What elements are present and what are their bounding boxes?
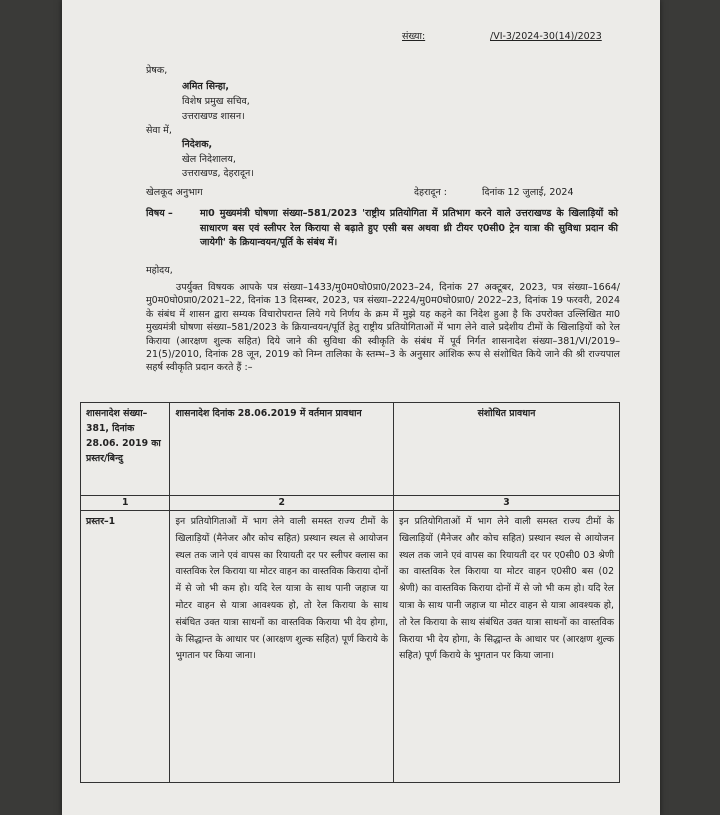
table-header-cell: संशोधित प्रावधान	[394, 403, 620, 496]
letter-date: दिनांक 12 जुलाई, 2024	[482, 187, 574, 198]
paragraph-ref: प्रस्तर–1	[81, 511, 170, 783]
table-header-row	[81, 403, 620, 496]
current-provision: इन प्रतियोगिताओं में भाग लेने वाली समस्त राज्य टीमों के खिलाड़ियों (मैनेजर और कोच सहित) प्रस्थान स्थल से आयोजन स्थल तक जाने एवं वापस का रियायती दर पर स्लीपर क्लास का वास्तविक रेल किराया या मोटर वाहन का वास्तविक किराया दोनों में से जो भी कम हो। यदि रेल यात्रा के साथ पानी जहाज या मोटर वाहन से यात्रा आवश्यक हो, तो रेल किराया के साथ संबंधित उक्त यात्रा साधनों का वास्तविक किराया भी देय होगा, के सिद्धान्त के आधार पर (आरक्षण शुल्क सहित) पूर्ण किराये के भुगतान पर किया जाना।	[170, 511, 394, 783]
table-header-cell: शासनादेश दिनांक 28.06.2019 में वर्तमान प्रावधान	[170, 403, 394, 496]
sender-name: अमित सिन्हा,	[182, 81, 229, 92]
sender-label: प्रेषक,	[146, 65, 168, 76]
section-name: खेलकूद अनुभाग	[146, 187, 203, 198]
provisions-table	[80, 402, 620, 783]
recipient-office: खेल निदेशालय,	[182, 154, 236, 165]
revised-provision: इन प्रतियोगिताओं में भाग लेने वाली समस्त राज्य टीमों के खिलाड़ियों (मैनेजर और कोच सहित) प्रस्थान स्थल से आयोजन स्थल तक जाने एवं वापस का रियायती दर पर ए0सी0 03 श्रेणी का वास्तविक रेल किराया या मोटर वाहन ए0सी0 बस (02 श्रेणी) का वास्तविक किराया दोनों में से जो भी कम हो। यदि रेल यात्रा के साथ पानी जहाज या मोटर वाहन से यात्रा आवश्यक हो, तो रेल किराया के साथ संबंधित उक्त यात्रा साधनों का वास्तविक किराया भी देय होगा, के सिद्धान्त के आधार पर (आरक्षण शुल्क सहित) पूर्ण किराये के भुगतान पर किया जाना।	[394, 511, 620, 783]
column-number: 3	[394, 496, 620, 511]
letter-number: /VI-3/2024-30(14)/2023	[490, 31, 602, 42]
letter-number-label: संख्या:	[402, 31, 426, 42]
table-row	[81, 511, 620, 783]
column-number-row	[81, 496, 620, 511]
subject-text: मा0 मुख्यमंत्री घोषणा संख्या–581/2023 'राष्ट्रीय प्रतियोगिता में प्रतिभाग करने वाले उत्तराखण्ड के खिलाड़ियों को साधारण बस एवं स्लीपर रेल किराया से बढ़ाते हुए एसी बस अथवा थ्री टीयर ए0सी0 ट्रेन यात्रा की सुविधा प्रदान की जायेगी' के क्रियान्वयन/पूर्ति के संबंध में।	[200, 208, 618, 248]
column-number: 1	[81, 496, 170, 511]
recipient-label: सेवा में,	[146, 125, 172, 136]
place: देहरादून :	[414, 187, 447, 198]
salutation: महोदय,	[146, 265, 173, 276]
body-paragraph: उपर्युक्त विषयक आपके पत्र संख्या–1433/मु0म0घो0प्रा0/2023–24, दिनांक 27 अक्टूबर, 2023, पत्र संख्या–1664/मु0म0घो0प्रा0/2021–22, दिनांक 13 दिसम्बर, 2023, पत्र संख्या–2224/मु0म0घो0प्रा0/ 2022–23, दिनांक 19 फरवरी, 2024 के संबंध में शासन द्वारा सम्यक विचारोपरान्त लिये गये निर्णय के क्रम में मुझे यह कहने का निदेश हुआ है कि उपरोक्त उल्लिखित मा0 मुख्यमंत्री घोषणा संख्या–581/2023 के क्रियान्वयन/पूर्ति हेतु राष्ट्रीय प्रतियोगिताओं में भाग लेने वाले प्रदेशीय टीमों के खिलाड़ियों को रेल किराया (आरक्षण शुल्क सहित) दिये जाने की सुविधा की स्वीकृति के संबंध में पूर्व निर्गत शासनादेश संख्या–381/VI/2019–21(5)/2010, दिनांक 28 जून, 2019 को निम्न तालिका के स्तम्भ–3 के अनुसार आंशिक रूप से संशोधित किये जाने की श्री राज्यपाल सहर्ष स्वीकृति प्रदान करते हैं :–	[146, 282, 620, 374]
column-number: 2	[170, 496, 394, 511]
recipient-title: निदेशक,	[182, 139, 213, 150]
sender-office: उत्तराखण्ड शासन।	[182, 111, 245, 122]
subject-label: विषय –	[146, 208, 173, 219]
recipient-address: उत्तराखण्ड, देहरादून।	[182, 168, 254, 179]
sender-designation: विशेष प्रमुख सचिव,	[182, 96, 250, 107]
table-header-cell: शासनादेश संख्या–381, दिनांक 28.06. 2019 का प्रस्तर/बिन्दु	[81, 403, 170, 496]
